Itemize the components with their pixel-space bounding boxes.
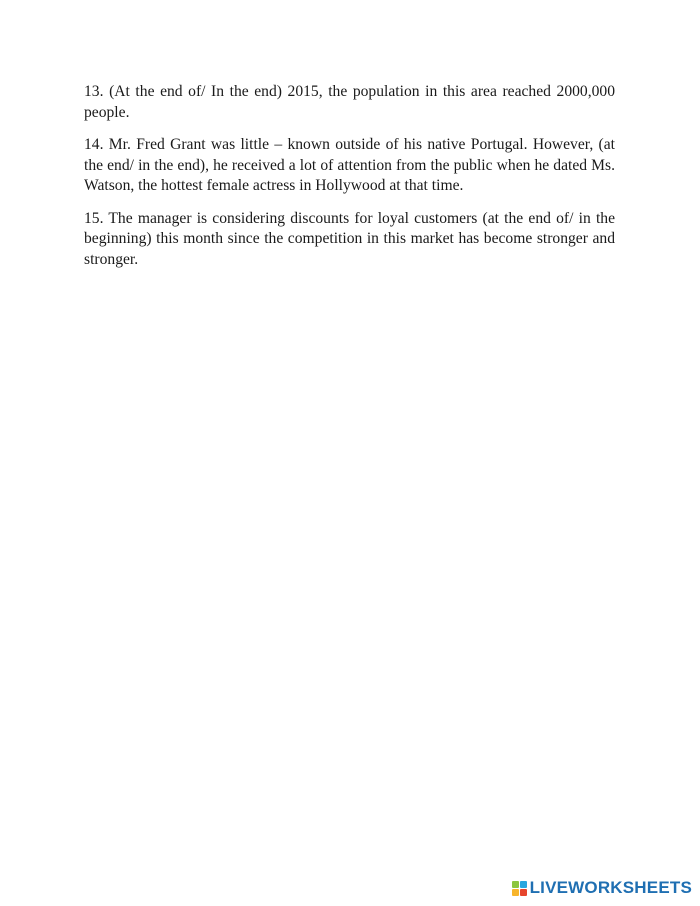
liveworksheets-logo-icon	[512, 881, 527, 896]
question-15: 15. The manager is considering discounts for loyal customers (at the end of/ in the beginning) this month since the competition in this market has become stronger and stronger.	[84, 209, 615, 268]
brand-name: LIVEWORKSHEETS	[529, 878, 692, 897]
worksheet-page	[84, 82, 615, 282]
liveworksheets-logo[interactable]	[512, 878, 692, 898]
question-13: 13. (At the end of/ In the end) 2015, the population in this area reached 2000,000 people.	[84, 83, 615, 121]
question-14: 14. Mr. Fred Grant was little – known outside of his native Portugal. However, (at the end/ in the end), he received a lot of attention from the public when he dated Ms. Watson, the hottest female actress in Hollywood at that time.	[84, 136, 615, 194]
